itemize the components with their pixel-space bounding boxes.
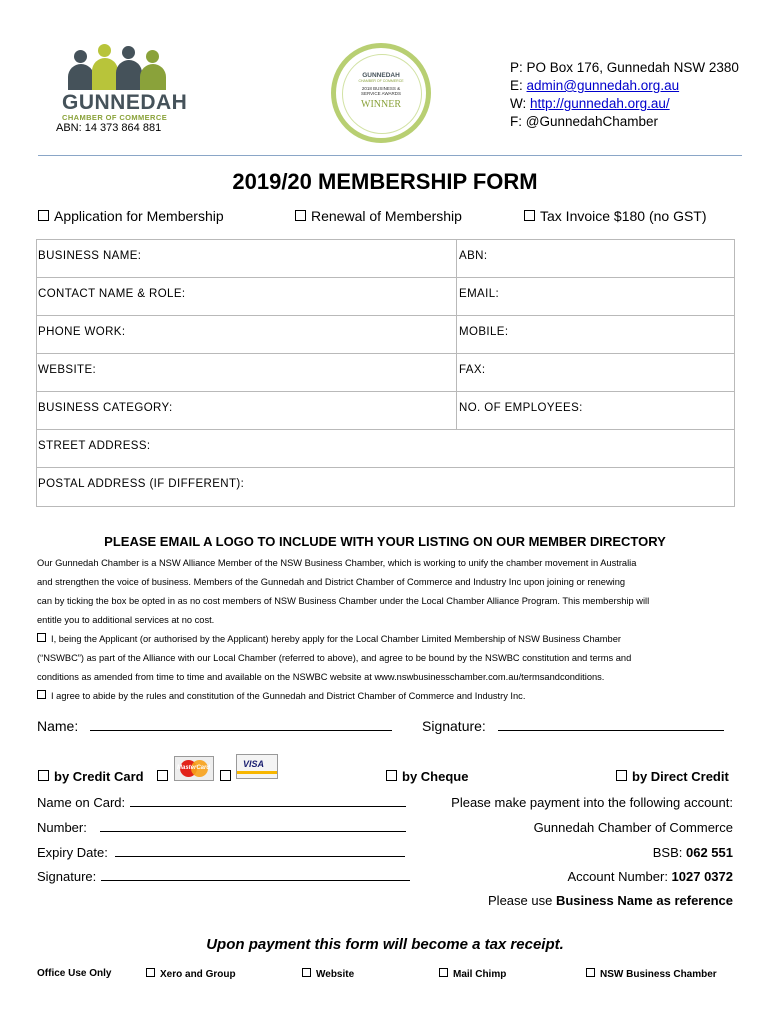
- award-sub: CHAMBER OF COMMERCE: [358, 79, 404, 83]
- account-name: Gunnedah Chamber of Commerce: [533, 820, 733, 835]
- field-business-category[interactable]: BUSINESS CATEGORY:: [37, 392, 457, 429]
- postal-address: P: PO Box 176, Gunnedah NSW 2380: [510, 60, 739, 75]
- signature-line[interactable]: [498, 730, 724, 731]
- field-fax[interactable]: FAX:: [459, 364, 486, 376]
- award-badge: [331, 43, 431, 143]
- website-link[interactable]: http://gunnedah.org.au/: [530, 96, 670, 111]
- option-application[interactable]: Application for Membership: [38, 208, 224, 224]
- checkbox-icon[interactable]: [302, 968, 311, 977]
- form-title: 2019/20 MEMBERSHIP FORM: [232, 169, 538, 194]
- field-business-name[interactable]: BUSINESS NAME:: [37, 240, 457, 277]
- checkbox-icon[interactable]: [439, 968, 448, 977]
- bsb-value: 062 551: [686, 845, 733, 860]
- field-postal-address[interactable]: POSTAL ADDRESS (IF DIFFERENT):: [38, 478, 245, 490]
- expiry-line[interactable]: [115, 856, 405, 857]
- abn-number: ABN: 14 373 864 881: [56, 122, 162, 134]
- checkbox-icon[interactable]: [38, 210, 49, 221]
- logo-name: GUNNEDAH: [62, 91, 188, 114]
- card-signature-line[interactable]: [101, 880, 410, 881]
- signature-label: Signature:: [422, 718, 486, 734]
- pay-cheque-option[interactable]: by Cheque: [386, 769, 468, 784]
- field-mobile[interactable]: MOBILE:: [459, 326, 509, 338]
- bsb: BSB: 062 551: [652, 845, 733, 860]
- pay-credit-card-option[interactable]: by Credit Card: [38, 769, 173, 784]
- logo-subtitle: CHAMBER OF COMMERCE: [62, 113, 168, 122]
- business-details-table: [36, 239, 735, 507]
- field-employees[interactable]: NO. OF EMPLOYEES:: [459, 402, 583, 414]
- pay-direct-credit-option[interactable]: by Direct Credit: [616, 769, 729, 784]
- name-label: Name:: [37, 718, 79, 734]
- office-check-nswbc[interactable]: NSW Business Chamber: [586, 968, 717, 980]
- checkbox-icon[interactable]: [586, 968, 595, 977]
- logo-request-heading: PLEASE EMAIL A LOGO TO INCLUDE WITH YOUR LISTING ON OUR MEMBER DIRECTORY: [104, 534, 666, 549]
- applicant-name: [37, 718, 392, 734]
- checkbox-icon[interactable]: [616, 770, 627, 781]
- field-website[interactable]: WEBSITE:: [37, 354, 457, 391]
- field-phone-work[interactable]: PHONE WORK:: [37, 316, 457, 353]
- office-check-xero[interactable]: Xero and Group: [146, 968, 236, 980]
- alliance-paragraph: Our Gunnedah Chamber is a NSW Alliance Member of the NSW Business Chamber, which is working to unify the chamber movement in Australia and strengthen the voice of business. Members of the Gunnedah and District Chamber of Commerce and Industry Inc upon joining or renewing can by ticking the box be opted in as no cost members of NSW Business Chamber under the Local Chamber Alliance Program. This membership will entitle you to additional services at no cost.: [37, 558, 650, 625]
- checkbox-icon[interactable]: [386, 770, 397, 781]
- card-number-field: Number:: [37, 820, 406, 835]
- tax-receipt-note: Upon payment this form will become a tax receipt.: [206, 936, 564, 953]
- award-line-2: SERVICE AWARDS: [360, 91, 402, 96]
- visa-icon: VISA: [236, 754, 278, 779]
- award-winner: WINNER: [361, 99, 401, 110]
- expiry-date-field: Expiry Date:: [37, 845, 405, 860]
- people-logo-icon: [68, 50, 168, 90]
- rules-consent: I agree to abide by the rules and constitution of the Gunnedah and District Chamber of Commerce and Industry Inc.: [37, 687, 737, 706]
- mastercard-checkbox-icon[interactable]: [157, 770, 168, 781]
- mastercard-icon: MasterCard: [174, 756, 214, 781]
- facebook-handle: F: @GunnedahChamber: [510, 114, 659, 129]
- checkbox-icon[interactable]: [295, 210, 306, 221]
- card-signature-field: Signature:: [37, 869, 410, 884]
- field-email[interactable]: EMAIL:: [459, 288, 500, 300]
- contact-block: [510, 59, 739, 131]
- rules-consent-checkbox-icon[interactable]: [37, 690, 46, 699]
- office-check-mailchimp[interactable]: Mail Chimp: [439, 968, 506, 980]
- payment-reference: Please use Business Name as reference: [488, 893, 733, 908]
- nswbc-consent-checkbox-icon[interactable]: [37, 633, 46, 642]
- option-tax-invoice[interactable]: Tax Invoice $180 (no GST): [524, 208, 707, 224]
- name-on-card-line[interactable]: [130, 806, 406, 807]
- web-prefix: W:: [510, 96, 530, 111]
- name-on-card-field: Name on Card:: [37, 795, 406, 810]
- award-line-1: 2018 BUSINESS &: [361, 86, 401, 91]
- account-number: Account Number: 1027 0372: [567, 869, 733, 884]
- header-divider: [38, 155, 742, 156]
- checkbox-icon[interactable]: [146, 968, 155, 977]
- payment-instruction: Please make payment into the following account:: [451, 795, 733, 810]
- field-abn[interactable]: ABN:: [459, 250, 488, 262]
- chamber-logo: [62, 50, 188, 122]
- email-link[interactable]: admin@gunnedah.org.au: [526, 78, 680, 93]
- visa-checkbox-icon[interactable]: [220, 770, 231, 781]
- checkbox-icon[interactable]: [524, 210, 535, 221]
- checkbox-icon[interactable]: [38, 770, 49, 781]
- card-number-line[interactable]: [100, 831, 406, 832]
- field-street-address[interactable]: STREET ADDRESS:: [38, 440, 151, 452]
- nswbc-consent-paragraph: I, being the Applicant (or authorised by the Applicant) hereby apply for the Local Chamber Limited Membership of NSW Business Chamber (“NSWBC”) as part of the Alliance with our Local Chamber (referred to above), and agree to be bound by the NSWBC constitution and terms and conditions as amended from time to time and available on the NSWBC website at www.nswbusinesschamber.com.au/termsandconditions.: [37, 634, 632, 682]
- option-renewal[interactable]: Renewal of Membership: [295, 208, 462, 224]
- award-name: GUNNEDAH: [362, 72, 400, 79]
- applicant-signature: [422, 718, 724, 734]
- account-number-value: 1027 0372: [671, 869, 733, 884]
- office-use-label: Office Use Only: [37, 968, 112, 979]
- office-check-website[interactable]: Website: [302, 968, 354, 980]
- visa-option[interactable]: [220, 769, 236, 784]
- name-line[interactable]: [90, 730, 392, 731]
- field-contact-name[interactable]: CONTACT NAME & ROLE:: [37, 278, 457, 315]
- email-prefix: E:: [510, 78, 527, 93]
